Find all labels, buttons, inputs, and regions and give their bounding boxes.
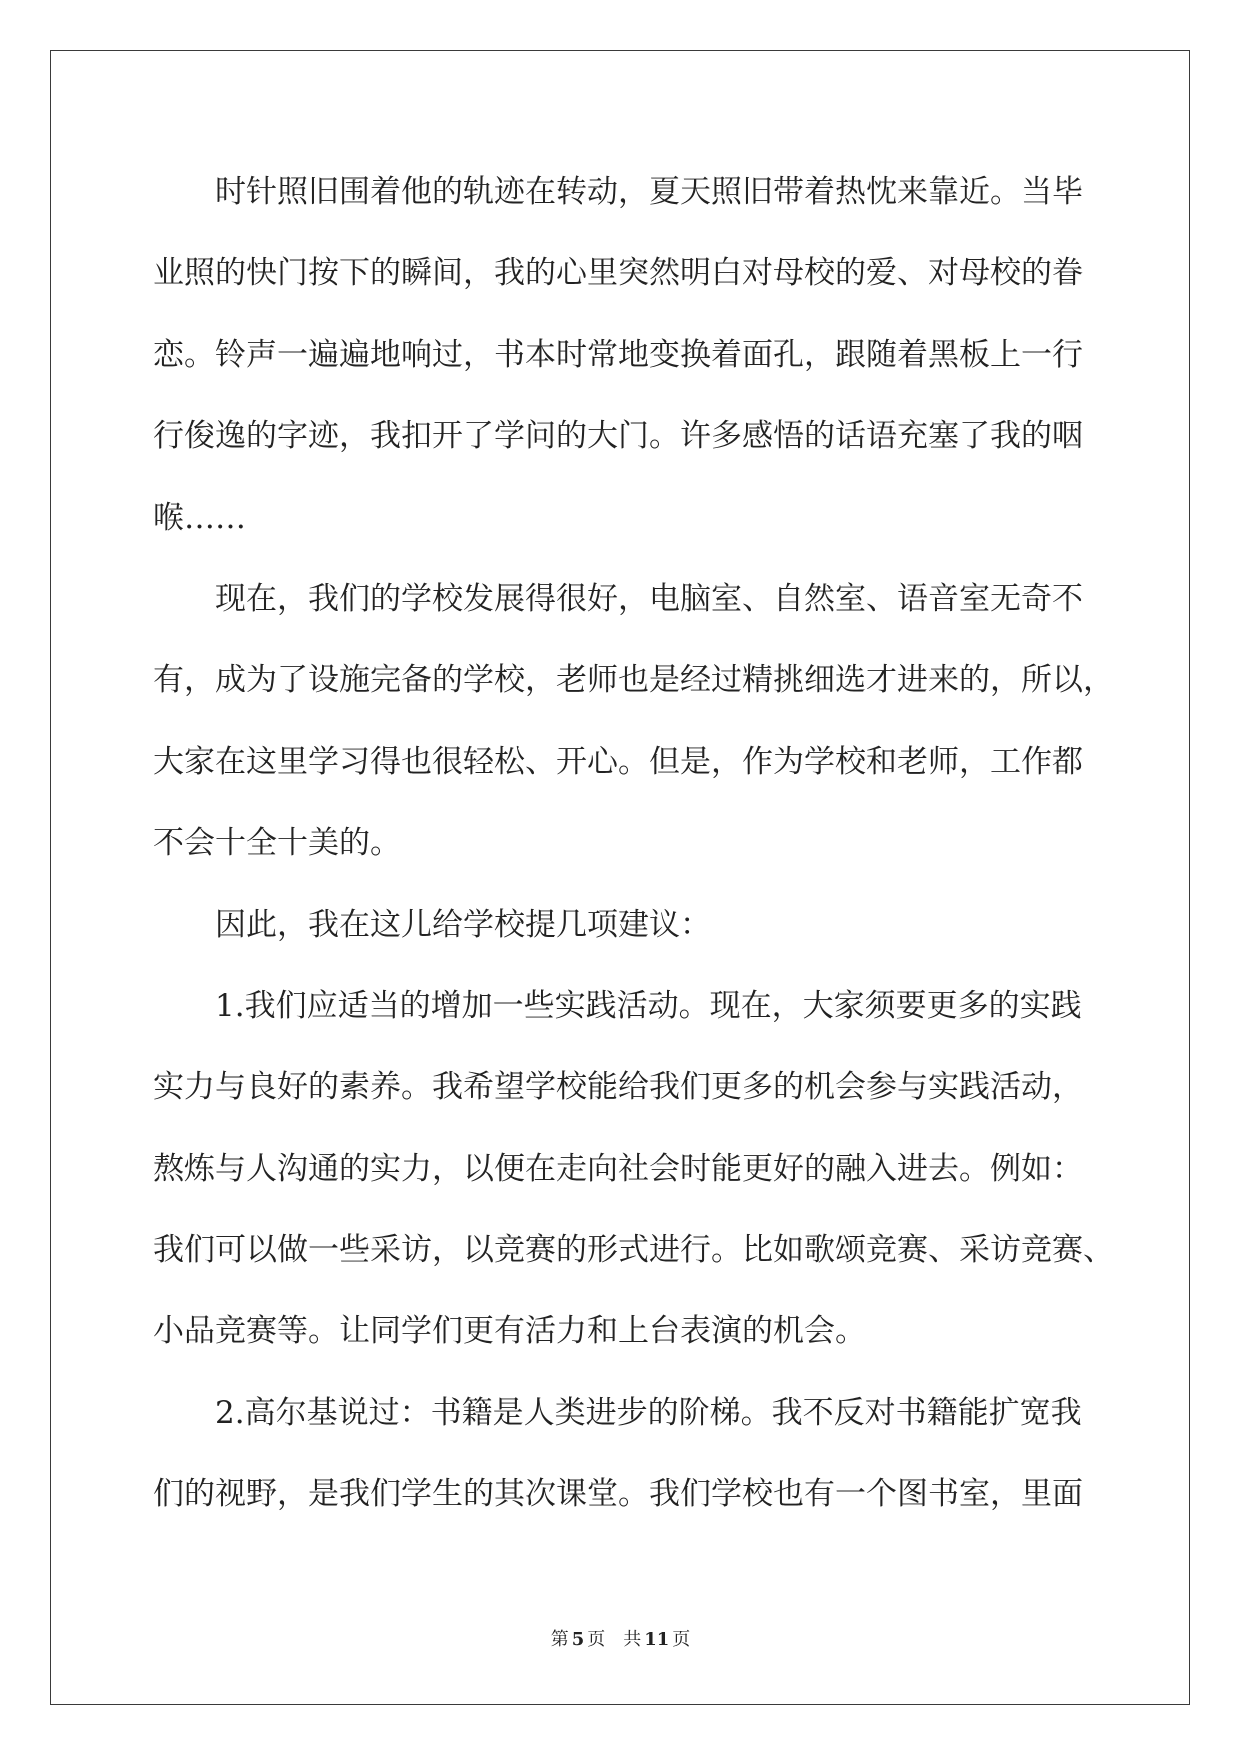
paragraph-line: 喉…… (153, 499, 246, 536)
paragraph-line: 1.我们应适当的增加一些实践活动。现在，大家须要更多的实践 (215, 987, 1082, 1024)
paragraph-line: 2.高尔基说过：书籍是人类进步的阶梯。我不反对书籍能扩宽我 (215, 1394, 1082, 1431)
paragraph-line: 不会十全十美的。 (153, 825, 401, 862)
page-number-suffix: 页 (587, 1629, 606, 1650)
page-footer (0, 1628, 1241, 1652)
document-body (153, 152, 1153, 1536)
paragraph-line: 行俊逸的字迹，我扣开了学问的大门。许多感悟的话语充塞了我的咽 (153, 418, 1083, 455)
paragraph-line: 大家在这里学习得也很轻松、开心。但是，作为学校和老师，工作都 (153, 743, 1083, 780)
total-pages-suffix: 页 (672, 1629, 691, 1650)
paragraph-line: 实力与良好的素养。我希望学校能给我们更多的机会参与实践活动， (153, 1069, 1083, 1106)
total-pages-prefix: 共 (623, 1629, 642, 1650)
paragraph-line: 时针照旧围着他的轨迹在转动，夏天照旧带着热忱来靠近。当毕 (215, 174, 1083, 210)
page-number-prefix: 第 (550, 1629, 569, 1650)
paragraph (153, 152, 1153, 559)
paragraph-line: 熬炼与人沟通的实力，以便在走向社会时能更好的融入进去。例如： (153, 1150, 1083, 1187)
paragraph (153, 966, 1153, 1373)
paragraph (153, 559, 1153, 885)
paragraph-line: 我们可以做一些采访，以竞赛的形式进行。比如歌颂竞赛、采访竞赛、 (153, 1232, 1114, 1269)
paragraph-line: 因此，我在这儿给学校提几项建议： (215, 906, 711, 943)
page-number: 5 (571, 1629, 585, 1650)
paragraph-line: 小品竞赛等。让同学们更有活力和上台表演的机会。 (153, 1313, 866, 1350)
paragraph-line: 业照的快门按下的瞬间，我的心里突然明白对母校的爱、对母校的眷 (153, 255, 1083, 292)
total-pages: 11 (644, 1629, 670, 1650)
paragraph (153, 885, 1153, 966)
paragraph-line: 有，成为了设施完备的学校，老师也是经过精挑细选才进来的，所以， (153, 662, 1114, 699)
paragraph (153, 1373, 1153, 1536)
paragraph-line: 现在，我们的学校发展得很好，电脑室、自然室、语音室无奇不 (215, 580, 1083, 617)
paragraph-line: 恋。铃声一遍遍地响过，书本时常地变换着面孔，跟随着黑板上一行 (153, 336, 1083, 373)
paragraph-line: 们的视野，是我们学生的其次课堂。我们学校也有一个图书室，里面 (153, 1476, 1083, 1513)
